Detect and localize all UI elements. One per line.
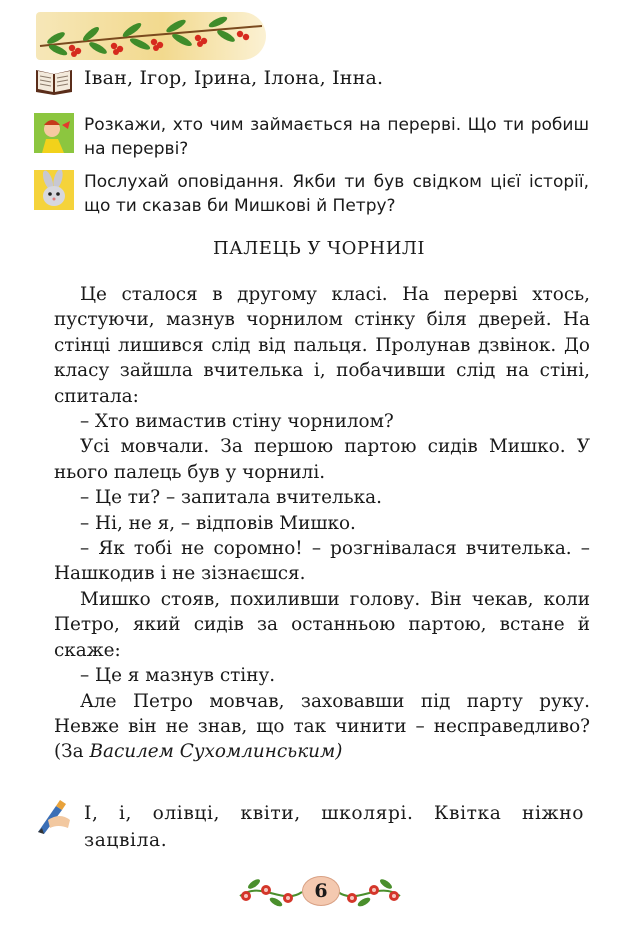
story-paragraph: Але Петро мовчав, заховавши під парту руку. Невже він не знав, що так чинити – несправедливо? bbox=[54, 690, 590, 737]
names-line: Іван, Ігор, Ірина, Ілона, Інна. bbox=[84, 67, 384, 89]
speaking-child-icon bbox=[34, 113, 74, 151]
story-last-paragraph bbox=[54, 689, 590, 765]
story-paragraph: Мишко стояв, похиливши голову. Він чекав, коли Петро, який сидів за останньою партою, встане й скаже: bbox=[54, 588, 590, 661]
top-ornament bbox=[36, 12, 266, 60]
attribution-prefix: (За bbox=[54, 741, 84, 763]
names-row bbox=[34, 62, 383, 100]
listen-task-row bbox=[34, 170, 589, 218]
book-icon bbox=[34, 62, 74, 100]
page-number: 6 bbox=[302, 876, 340, 906]
story-paragraph: Усі мовчали. За першою партою сидів Мишко. У нього палець був у чорнилі. bbox=[54, 436, 590, 483]
retell-task: Розкажи, хто чим займається на перерві. Що ти робиш на перерві? bbox=[84, 115, 589, 159]
story-paragraph: – Як тобі не соромно! – розгнівалася вчителька. – Нашкодив і не зізнаєшся. bbox=[54, 538, 590, 585]
story-paragraph: Це сталося в другому класі. На перерві хтось, пустуючи, мазнув чорнилом стінку біля дверей. На стінці лишився слід від пальця. Пролунав дзвінок. До класу зайшла вчителька і, побачивши слід на стіні, спитала: bbox=[54, 284, 590, 407]
story-paragraph: – Це ти? – запитала вчителька. bbox=[80, 487, 382, 509]
pencil-hand-icon bbox=[34, 798, 74, 836]
story-title: ПАЛЕЦЬ У ЧОРНИЛІ bbox=[212, 238, 426, 259]
story-paragraph: – Ні, не я, – відповів Мишко. bbox=[80, 512, 356, 534]
attribution-author: Василем Сухомлинським) bbox=[89, 741, 343, 763]
story-paragraph: – Хто вимастив стіну чорнилом? bbox=[80, 411, 394, 433]
story-paragraph: – Це я мазнув стіну. bbox=[80, 665, 276, 687]
writing-task: І, і, олівці, квіти, школярі. Квітка ніжно зацвіла. bbox=[84, 803, 584, 851]
rabbit-icon bbox=[34, 170, 74, 208]
story-text bbox=[54, 282, 590, 765]
listen-task: Послухай оповідання. Якби ти був свідком цієї історії, що ти сказав би Мишкові й Петру? bbox=[84, 172, 589, 216]
rowan-branch-icon bbox=[36, 12, 266, 60]
retell-task-row bbox=[34, 113, 589, 161]
writing-task-row bbox=[34, 798, 584, 854]
